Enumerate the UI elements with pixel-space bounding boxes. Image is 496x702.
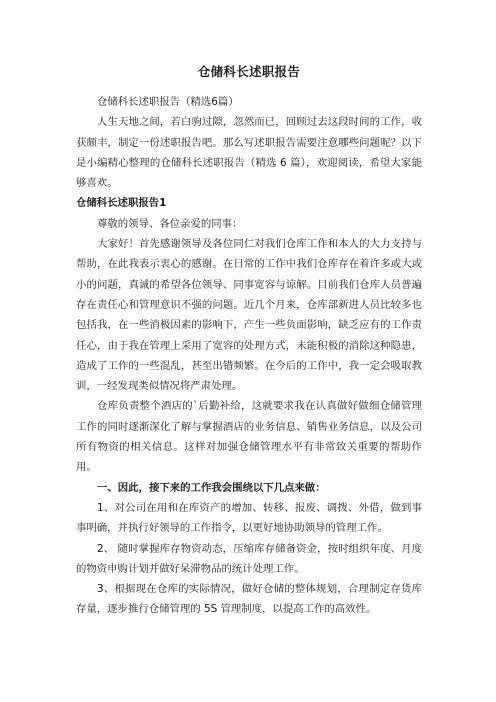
subheading: 一、因此，接下来的工作我会围绕以下几点来做：	[97, 481, 326, 494]
list-item-3: 3、根据现在仓库的实际情况，做好仓储的整体规划，合理制定存货库存量，逐步推行仓储管理的 5S 管理制度，以提高工作的高效性。	[76, 583, 422, 616]
intro-paragraph: 人生天地之间，若白驹过隙，忽然而已，回顾过去这段时间的工作，收获颇丰，制定一份述职报告吧。那么写述职报告需要注意哪些问题呢？以下是小编精心整理的仓储科长述职报告（精选 6 篇），欢迎阅读，希望大家能够喜欢。	[76, 116, 422, 190]
list-item-1: 1、对公司在用和在库资产的增加、转移、报废、调拨、外借，做到事事明确，并执行好领导的工作指令，以更好地协助领导的管理工作。	[76, 501, 422, 535]
paragraph-2: 仓库负责整个酒店的`后勤补给，这就要求我在认真做好做细仓储管理工作的同时逐渐深化了解与掌握酒店的业务信息、销售业务信息，以及公司所有物资的相关信息。这样对加强仓储管理水平有非常致关重要的帮助作用。	[76, 400, 422, 474]
document-title: 仓储科长述职报告	[197, 64, 301, 79]
list-item-2: 2、 随时掌握库存物资动态，压缩库存储备资金，按时组织年度、月度的物资申购计划并做好呆滞物品的统计处理工作。	[76, 542, 422, 575]
intro-line: 仓储科长述职报告（精选6篇）	[97, 96, 239, 108]
greeting: 尊敬的领导、各位亲爱的同事：	[97, 217, 243, 230]
paragraph-1: 大家好！首先感谢领导及各位同仁对我们仓库工作和本人的大力支持与帮助，在此我表示衷心的感谢。在日常的工作中我们仓库存在着许多或大或小的问题，真诚的希望各位领导、同事宽容与谅解。目前我们仓库人员普遍存在责任心和管理意识不强的问题。近几个月来，仓库部新进人员比较多也包括我，在一些消极因素的影响下，产生一些负面影响，缺乏应有的工作责任心，由于我在管理上采用了宽容的处理方式，未能积极的消除这种隐患，造成了工作的一些混乱，甚至出错频繁。在今后的工作中，我一定会吸取教训，一经发现类似情况将严肃处理。	[76, 238, 422, 393]
section-heading: 仓储科长述职报告1	[76, 197, 167, 210]
